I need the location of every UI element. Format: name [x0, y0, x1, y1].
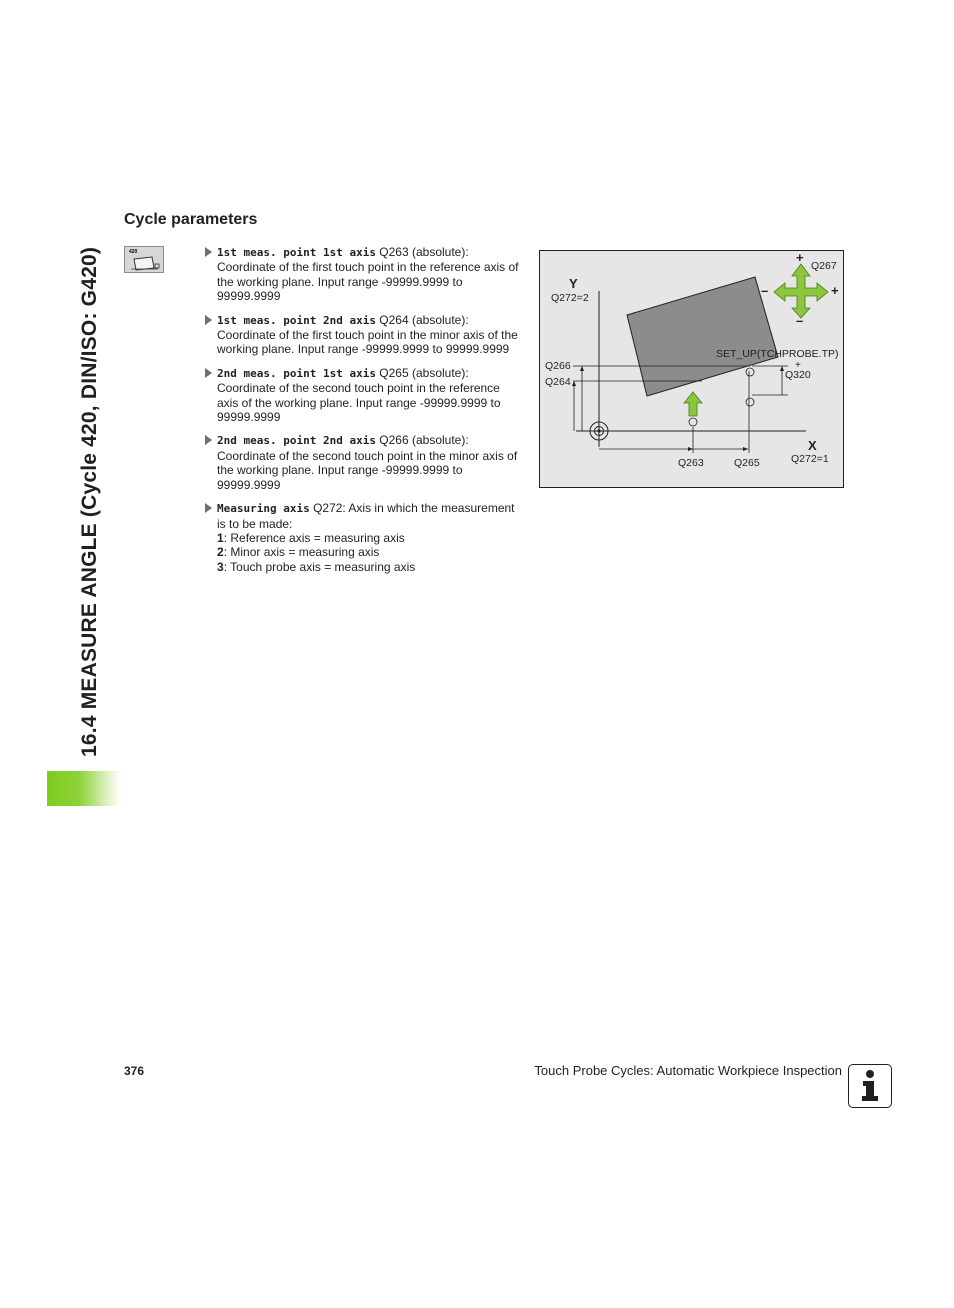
option-3	[217, 560, 523, 574]
param-qparam: Q264 (absolute):	[379, 312, 469, 327]
param-description: Coordinate of the second touch point in the minor axis of the working plane. Input range -99999.9999 to 99999.9999	[217, 448, 518, 492]
chapter-color-tab	[47, 771, 121, 806]
param-qparam: Q266 (absolute):	[379, 433, 469, 448]
q272-2-label: Q272=2	[551, 292, 589, 304]
param-code: 1st meas. point 1st axis	[217, 246, 376, 259]
param-description: Coordinate of the first touch point in the reference axis of the working plane. Input range -99999.9999 to 99999.9999	[217, 260, 519, 304]
cycle-420-softkey-icon	[124, 246, 164, 273]
option-number: 2	[217, 545, 224, 560]
q263-label: Q263	[678, 457, 704, 469]
y-axis-label: Y	[569, 276, 578, 291]
option-1	[217, 531, 523, 545]
option-text: : Touch probe axis = measuring axis	[223, 559, 416, 574]
q267-label: Q267	[811, 260, 837, 272]
param-qparam: Q265 (absolute):	[379, 365, 469, 380]
option-2	[217, 545, 523, 559]
touch-point-1-icon	[689, 418, 697, 426]
bullet-triangle-icon	[205, 315, 212, 325]
q272-1-label: Q272=1	[791, 453, 829, 465]
workpiece-rectangle	[627, 277, 778, 396]
param-q272	[205, 501, 523, 574]
x-axis-label: X	[808, 438, 817, 453]
param-code: Measuring axis	[217, 502, 310, 516]
bullet-triangle-icon	[205, 368, 212, 378]
param-qparam: Q263 (absolute):	[379, 245, 469, 259]
setup-plus-label: +	[795, 360, 801, 371]
option-number: 1	[217, 530, 224, 545]
minus-bottom-label: –	[796, 313, 804, 328]
softkey-label: 420	[129, 249, 138, 255]
parameter-list	[205, 245, 523, 583]
softkey-graphic	[125, 247, 163, 272]
bullet-triangle-icon	[205, 435, 212, 445]
footer-title: Touch Probe Cycles: Automatic Workpiece Inspection	[534, 1063, 842, 1078]
param-q264	[205, 313, 523, 357]
plus-right-label: +	[831, 283, 839, 298]
param-q265	[205, 366, 523, 425]
q265-label: Q265	[734, 457, 760, 469]
param-code: 2nd meas. point 2nd axis	[217, 434, 376, 448]
setup-label: SET_UP(TCHPROBE.TP)	[716, 348, 839, 360]
chapter-side-title: 16.4 MEASURE ANGLE (Cycle 420, DIN/ISO: G420)	[78, 246, 101, 757]
plus-top-label: +	[796, 251, 804, 265]
info-icon	[848, 1064, 892, 1108]
param-q266	[205, 433, 523, 492]
bullet-triangle-icon	[205, 247, 212, 257]
measure-angle-diagram	[539, 250, 844, 488]
option-number: 3	[217, 559, 224, 574]
probe-direction-arrow-icon	[684, 392, 702, 416]
touch-point-2-icon	[746, 368, 754, 376]
option-text: : Minor axis = measuring axis	[223, 545, 380, 560]
minus-left-label: –	[761, 283, 769, 298]
bullet-triangle-icon	[205, 503, 212, 513]
q320-label: Q320	[785, 369, 811, 381]
q264-label: Q264	[545, 376, 571, 388]
param-code: 2nd meas. point 1st axis	[217, 366, 376, 380]
option-text: : Reference axis = measuring axis	[223, 530, 405, 545]
param-qparam: Q272: Axis in which the measurement is to be made:	[217, 501, 515, 531]
info-glyph-svg	[849, 1065, 890, 1106]
q266-label: Q266	[545, 360, 571, 372]
direction-cross-icon	[774, 264, 828, 318]
section-heading: Cycle parameters	[124, 211, 258, 228]
param-description: Coordinate of the second touch point in the reference axis of the working plane. Input range -99999.9999 to 99999.9999	[217, 381, 501, 425]
param-q263	[205, 245, 523, 304]
param-description: Coordinate of the first touch point in the minor axis of the working plane. Input range -99999.9999 to 99999.9999	[217, 328, 518, 357]
page-number: 376	[124, 1064, 145, 1078]
touch-point-2b-icon	[746, 398, 754, 406]
param-code: 1st meas. point 2nd axis	[217, 313, 376, 327]
diagram-svg	[540, 251, 843, 487]
